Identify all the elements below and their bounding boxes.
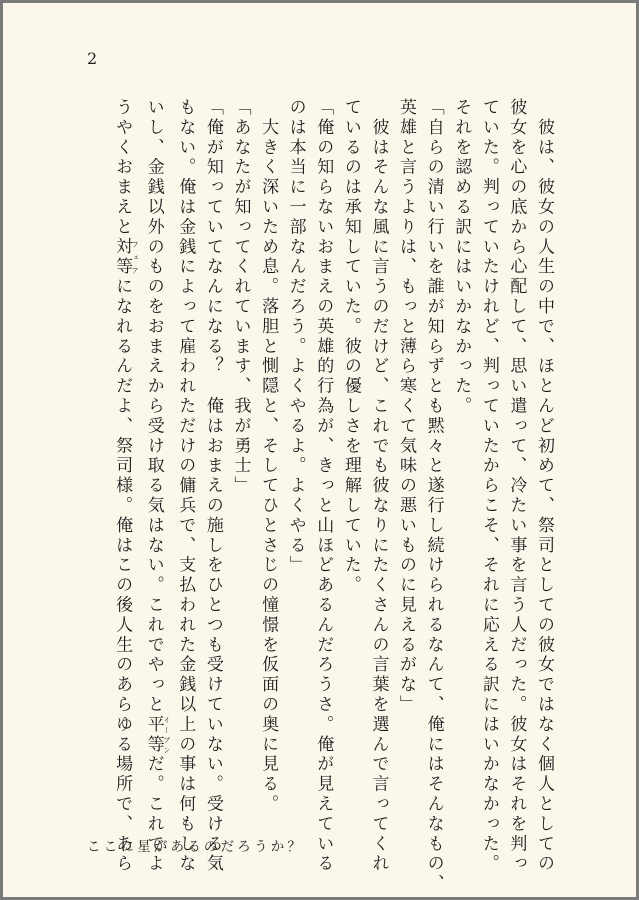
text-line: 英雄と言うよりは、もっと薄ら寒くて気味の悪いものに見えるがな」 xyxy=(396,98,417,715)
text-line: それを認める訳にはいかなかった。 xyxy=(451,98,472,417)
ruby-annotation: 対等 フェア xyxy=(112,237,140,278)
running-title: ここに星があるのだろうか？ xyxy=(87,839,305,855)
text-line: ていた。判っていたけれど、判っていたからこそ、それに応える訳にはいかなかった。 xyxy=(478,98,499,875)
text-line: 「自らの清い行いを誰が知らずとも黙々と遂行し続けられるなんて、俺にはそんなもの、 xyxy=(423,98,444,894)
ruby-annotation: 平等 イーブン xyxy=(143,714,171,755)
text-line: 大きく深いため息。落胆と惻隠と、そしてひとさじの憧憬を仮面の奥に見る。 xyxy=(258,98,279,815)
book-page xyxy=(3,3,636,897)
text-line: いし、金銭以外のものをおまえから受け取る気はない。これでやっと平等 イーブンだ。これでよ xyxy=(143,98,171,875)
text-line: 「俺が知っていてなんになる？ 俺はおまえの施しをひとつも受けていない。受ける気 xyxy=(202,98,223,875)
text-line: ているのは承知していた。彼の優しさを理解していた。 xyxy=(340,98,361,596)
text-line: 「あなたが知ってくれています、我が勇士」 xyxy=(230,98,251,496)
text-line: 彼は、彼女の人生の中で、ほとんど初めて、祭司としての彼女ではなく個人としての xyxy=(534,98,554,875)
text-line: 彼はそんな風に言うのだけど、これでも彼なりにたくさんの言葉を選んで言ってくれ xyxy=(368,98,389,875)
text-line: うやくおまえと対等 フェアになれるんだよ、祭司様。俺はこの後人生のあらゆる場所で、あら xyxy=(112,98,140,875)
text-line: のは本当に一部なんだろう。よくやるよ。よくやる」 xyxy=(285,98,306,576)
text-line: もない。俺は金銭によって雇われただけの傭兵で、支払われた金銭以上の事は何もしな xyxy=(175,98,196,875)
text-line: 「俺の知らないおまえの英雄的行為が、きっと山ほどあるんだろうさ。俺が見えている xyxy=(313,98,334,875)
page-number: 2 xyxy=(87,49,98,68)
text-line: 彼女を心の底から心配して、思い遣って、冷たい事を言う人だった。彼女はそれを判っ xyxy=(506,98,527,875)
